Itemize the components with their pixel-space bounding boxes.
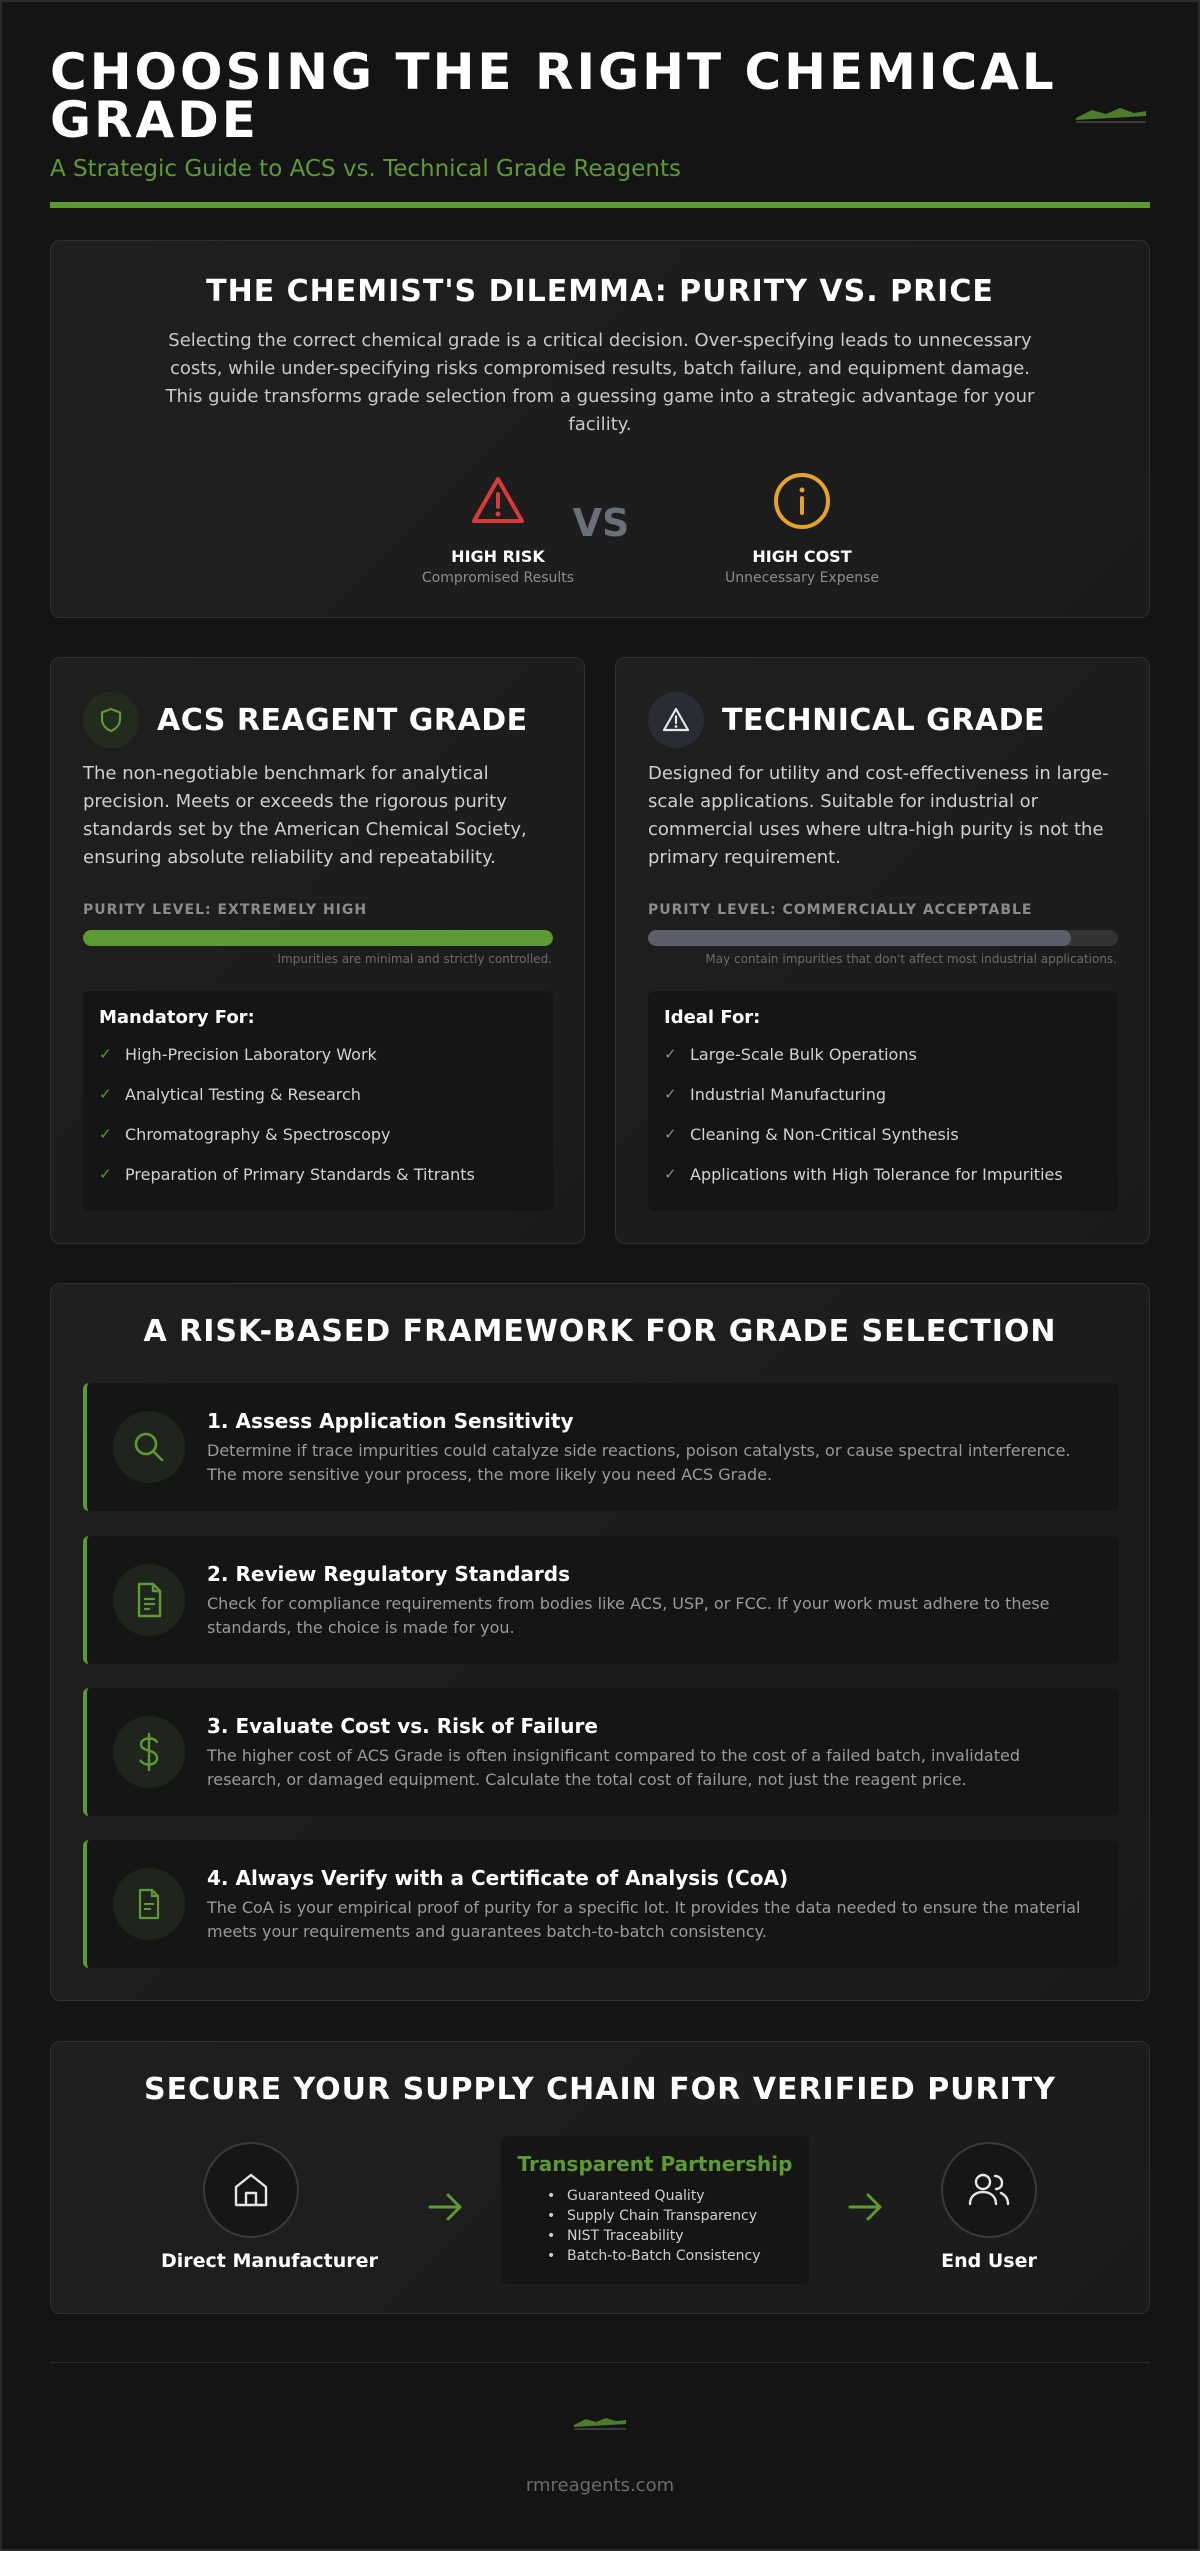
manufacturer-label: Direct Manufacturer xyxy=(161,2250,378,2272)
supply-chain-card xyxy=(50,2041,1150,2314)
home-icon xyxy=(203,2142,299,2238)
search-icon xyxy=(113,1411,185,1483)
risk-vs-cost xyxy=(51,471,1149,591)
list-item-label: Large-Scale Bulk Operations xyxy=(690,1044,917,1064)
page-header xyxy=(50,43,1150,182)
list-item-label: Industrial Manufacturing xyxy=(690,1084,886,1104)
check-icon: ✓ xyxy=(664,1165,677,1183)
acs-use-list xyxy=(99,1034,537,1194)
list-item xyxy=(664,1074,1102,1114)
acs-purity-bar-fill xyxy=(83,930,553,946)
step-description: Determine if trace impurities could catalyze side reactions, poison catalysts, or cause spectral interference. The more sensitive your process, the more likely you need ACS Grade. xyxy=(207,1441,1071,1484)
high-cost-label: HIGH COST xyxy=(752,547,852,566)
acs-grade-description: The non-negotiable benchmark for analytical precision. Meets or exceeds the rigorous purity standards set by the American Chemical Society, ensuring absolute reliability and repeatability. xyxy=(83,763,527,868)
technical-grade-description: Designed for utility and cost-effectiveness in large-scale applications. Suitable for industrial or commercial uses where ultra-high purity is not the primary requirement. xyxy=(648,763,1109,868)
framework-step-3 xyxy=(83,1688,1119,1816)
users-icon xyxy=(941,2142,1037,2238)
warning-triangle-icon xyxy=(648,692,704,748)
step-title: 4. Always Verify with a Certificate of Analysis (CoA) xyxy=(207,1866,789,1890)
logo-icon xyxy=(572,2415,628,2431)
arrow-right-icon xyxy=(426,2187,466,2227)
manufacturer-node xyxy=(161,2142,378,2272)
technical-grade-card xyxy=(615,657,1150,1244)
dilemma-title: THE CHEMIST'S DILEMMA: PURITY VS. PRICE xyxy=(206,274,994,309)
partnership-title: Transparent Partnership xyxy=(517,2152,793,2176)
check-icon: ✓ xyxy=(99,1045,112,1063)
end-user-label: End User xyxy=(941,2250,1037,2272)
high-cost-item xyxy=(717,471,887,586)
framework-title: A RISK-BASED FRAMEWORK FOR GRADE SELECTION xyxy=(143,1314,1057,1349)
page-title: CHOOSING THE RIGHT CHEMICAL GRADE xyxy=(50,43,1057,149)
step-title: 1. Assess Application Sensitivity xyxy=(207,1409,574,1433)
supply-chain-title: SECURE YOUR SUPPLY CHAIN FOR VERIFIED PURITY xyxy=(144,2072,1056,2107)
step-title: 2. Review Regulatory Standards xyxy=(207,1562,570,1586)
list-item: • Guaranteed Quality xyxy=(547,2186,809,2206)
acs-grade-title: ACS REAGENT GRADE xyxy=(157,702,528,738)
partnership-list xyxy=(547,2186,809,2266)
check-icon: ✓ xyxy=(664,1045,677,1063)
list-item: • Batch-to-Batch Consistency xyxy=(547,2246,809,2266)
high-risk-label: HIGH RISK xyxy=(451,547,545,566)
list-item-label: Applications with High Tolerance for Impurities xyxy=(690,1164,1063,1184)
list-item xyxy=(664,1114,1102,1154)
technical-grade-title: TECHNICAL GRADE xyxy=(722,702,1045,738)
end-user-node xyxy=(919,2142,1059,2272)
check-icon: ✓ xyxy=(664,1125,677,1143)
list-item-label: Preparation of Primary Standards & Titrants xyxy=(125,1164,475,1184)
dollar-icon xyxy=(113,1716,185,1788)
check-icon: ✓ xyxy=(99,1125,112,1143)
step-description: Check for compliance requirements from bodies like ACS, USP, or FCC. If your work must adhere to these standards, the choice is made for you. xyxy=(207,1594,1050,1637)
acs-grade-card xyxy=(50,657,585,1244)
high-risk-item xyxy=(413,471,583,586)
header-divider xyxy=(50,202,1150,208)
document-icon xyxy=(113,1564,185,1636)
check-icon: ✓ xyxy=(664,1085,677,1103)
logo-icon xyxy=(1072,104,1150,126)
page-subtitle: A Strategic Guide to ACS vs. Technical Grade Reagents xyxy=(50,156,681,182)
check-icon: ✓ xyxy=(99,1165,112,1183)
dilemma-card xyxy=(50,240,1150,618)
list-item-label: High-Precision Laboratory Work xyxy=(125,1044,377,1064)
list-item-label: Cleaning & Non-Critical Synthesis xyxy=(690,1124,959,1144)
partnership-box xyxy=(501,2136,809,2284)
technical-list-title: Ideal For: xyxy=(664,1007,761,1028)
list-item xyxy=(664,1034,1102,1074)
list-item xyxy=(99,1074,537,1114)
certificate-icon xyxy=(113,1868,185,1940)
step-description: The higher cost of ACS Grade is often insignificant compared to the cost of a failed batch, invalidated research, or damaged equipment. Calculate the total cost of failure, not just the reagent price. xyxy=(207,1746,1020,1789)
acs-purity-label: PURITY LEVEL: EXTREMELY HIGH xyxy=(83,902,368,918)
high-risk-sub: Compromised Results xyxy=(421,570,575,586)
acs-grade-header xyxy=(83,692,528,748)
footer-divider xyxy=(50,2362,1150,2363)
footer-url[interactable]: rmreagents.com xyxy=(525,2475,675,2496)
shield-icon xyxy=(83,692,139,748)
technical-purity-note: May contain impurities that don't affect most industrial applications. xyxy=(705,952,1117,966)
list-item xyxy=(99,1114,537,1154)
vs-label: VS xyxy=(572,501,630,545)
framework-card xyxy=(50,1283,1150,2001)
list-item-label: Chromatography & Spectroscopy xyxy=(125,1124,391,1144)
warning-triangle-icon xyxy=(468,471,528,531)
step-description: The CoA is your empirical proof of purity for a specific lot. It provides the data needed to ensure the material meets your requirements and guarantees batch-to-batch consistency. xyxy=(207,1898,1081,1941)
acs-use-box xyxy=(83,991,553,1211)
technical-use-box xyxy=(648,991,1118,1211)
list-item: • Supply Chain Transparency xyxy=(547,2206,809,2226)
info-circle-icon xyxy=(772,471,832,531)
framework-step-1 xyxy=(83,1383,1119,1511)
high-cost-sub: Unnecessary Expense xyxy=(725,570,879,586)
check-icon: ✓ xyxy=(99,1085,112,1103)
technical-purity-bar-fill xyxy=(648,930,1071,946)
step-title: 3. Evaluate Cost vs. Risk of Failure xyxy=(207,1714,598,1738)
acs-list-title: Mandatory For: xyxy=(99,1007,255,1028)
framework-step-4 xyxy=(83,1840,1119,1968)
list-item: • NIST Traceability xyxy=(547,2226,809,2246)
technical-purity-bar xyxy=(648,930,1118,946)
framework-step-2 xyxy=(83,1536,1119,1664)
list-item xyxy=(99,1154,537,1194)
list-item xyxy=(99,1034,537,1074)
arrow-right-icon xyxy=(846,2187,886,2227)
acs-purity-bar xyxy=(83,930,553,946)
list-item-label: Analytical Testing & Research xyxy=(125,1084,361,1104)
technical-grade-header xyxy=(648,692,1045,748)
technical-use-list xyxy=(664,1034,1102,1194)
list-item xyxy=(664,1154,1102,1194)
dilemma-description: Selecting the correct chemical grade is a critical decision. Over-specifying leads to unnecessary costs, while under-specifying risks compromised results, batch failure, and equipment damage. This guide transforms grade selection from a guessing game into a strategic advantage for your facility. xyxy=(165,330,1035,435)
technical-purity-label: PURITY LEVEL: COMMERCIALLY ACCEPTABLE xyxy=(648,902,1033,918)
acs-purity-note: Impurities are minimal and strictly controlled. xyxy=(277,952,552,966)
